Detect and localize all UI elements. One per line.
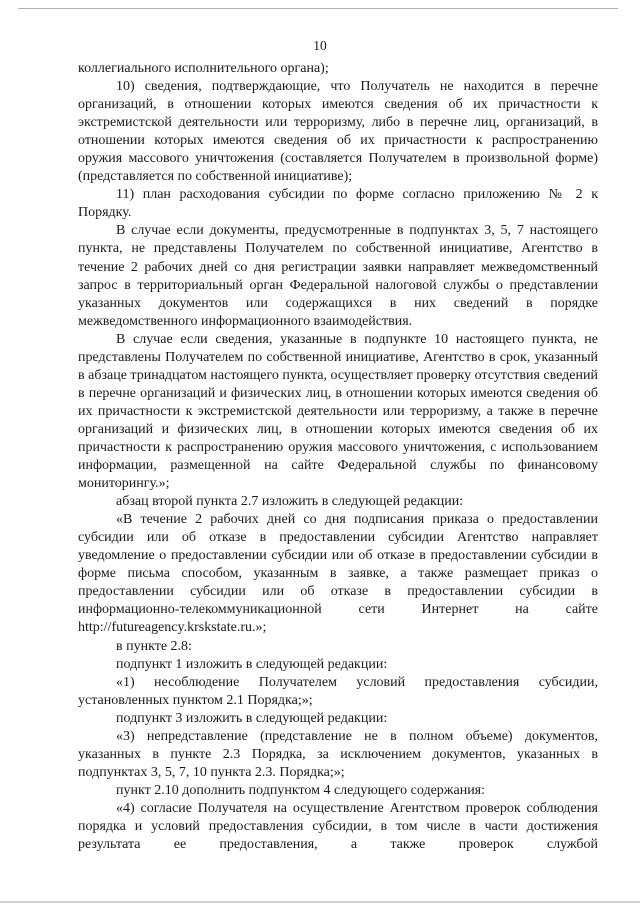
document-body	[78, 60, 598, 854]
paragraph: «В течение 2 рабочих дней со дня подписания приказа о предоставлении субсидии или об отказе в предоставлении субсидии Агентство направляет уведомление о предоставлении субсидии или об отказе в предоставлении субсидии в форме письма способом, указанным в заявке, а также размещает приказ о предоставлении субсидии или об отказе в предоставлении субсидии в информационно-телекоммуникационной сети Интернет на сайте http://futureagency.krskstate.ru.»;	[78, 512, 598, 636]
paragraph: 11) план расходования субсидии по форме согласно приложению № 2 к Порядку.	[78, 187, 598, 221]
paragraph: 10) сведения, подтверждающие, что Получатель не находится в перечне организаций, в отношении которых имеются сведения об их причастности к экстремистской деятельности или терроризму, либо в перечне лиц, организаций, в отношении которых имеются сведения об их причастности к распространению оружия массового уничтожения (составляется Получателем в произвольной форме) (представляется по собственной инициативе);	[78, 79, 598, 185]
paragraph: в пункте 2.8:	[116, 638, 192, 654]
scan-edge-bottom	[0, 901, 640, 903]
paragraph: коллегиального исполнительного органа);	[78, 61, 329, 76]
paragraph: «3) непредставление (представление не в полном объеме) документов, указанных в пункте 2.3 Порядка, за исключением документов, указанных в подпунктах 3, 5, 7, 10 пункта 2.3. Порядка;»;	[78, 728, 598, 780]
paragraph: подпункт 1 изложить в следующей редакции:	[116, 656, 388, 672]
page-number: 10	[313, 38, 327, 53]
paragraph: «1) несоблюдение Получателем условий предоставления субсидии, установленных пунктом 2.1 Порядка;»;	[78, 674, 598, 708]
paragraph: абзац второй пункта 2.7 изложить в следующей редакции:	[116, 494, 464, 510]
paragraph: В случае если документы, предусмотренные в подпунктах 3, 5, 7 настоящего пункта, не представлены Получателем по собственной инициативе, Агентство в течение 2 рабочих дней со дня регистрации заявки направляет межведомственный запрос в территориальный орган Федеральной налоговой службы о представлении указанных документов или содержащихся в них сведений в порядке межведомственного информационного взаимодействия.	[78, 223, 598, 329]
paragraph: подпункт 3 изложить в следующей редакции:	[116, 710, 388, 726]
paragraph: «4) согласие Получателя на осуществление Агентством проверок соблюдения порядка и условий предоставления субсидии, в том числе в части достижения результата ее предоставления, а также проверок службой	[78, 800, 598, 853]
paragraph: пункт 2.10 дополнить подпунктом 4 следующего содержания:	[116, 782, 486, 798]
paragraph: В случае если сведения, указанные в подпункте 10 настоящего пункта, не представлены Получателем по собственной инициативе, Агентство в срок, указанный в абзаце тринадцатом настоящего пункта, осуществляет проверку отсутствия сведений в перечне организаций и физических лиц, в отношении которых имеются сведения об их причастности к экстремистской деятельности или терроризму, а также в перечне организаций и физических лиц, в отношении которых имеются сведения об их причастности к распространению оружия массового уничтожения, с использованием информации, размещенной на сайте Федеральной службы по финансовому мониторингу.»;	[78, 331, 598, 492]
scan-edge-top	[18, 8, 618, 9]
